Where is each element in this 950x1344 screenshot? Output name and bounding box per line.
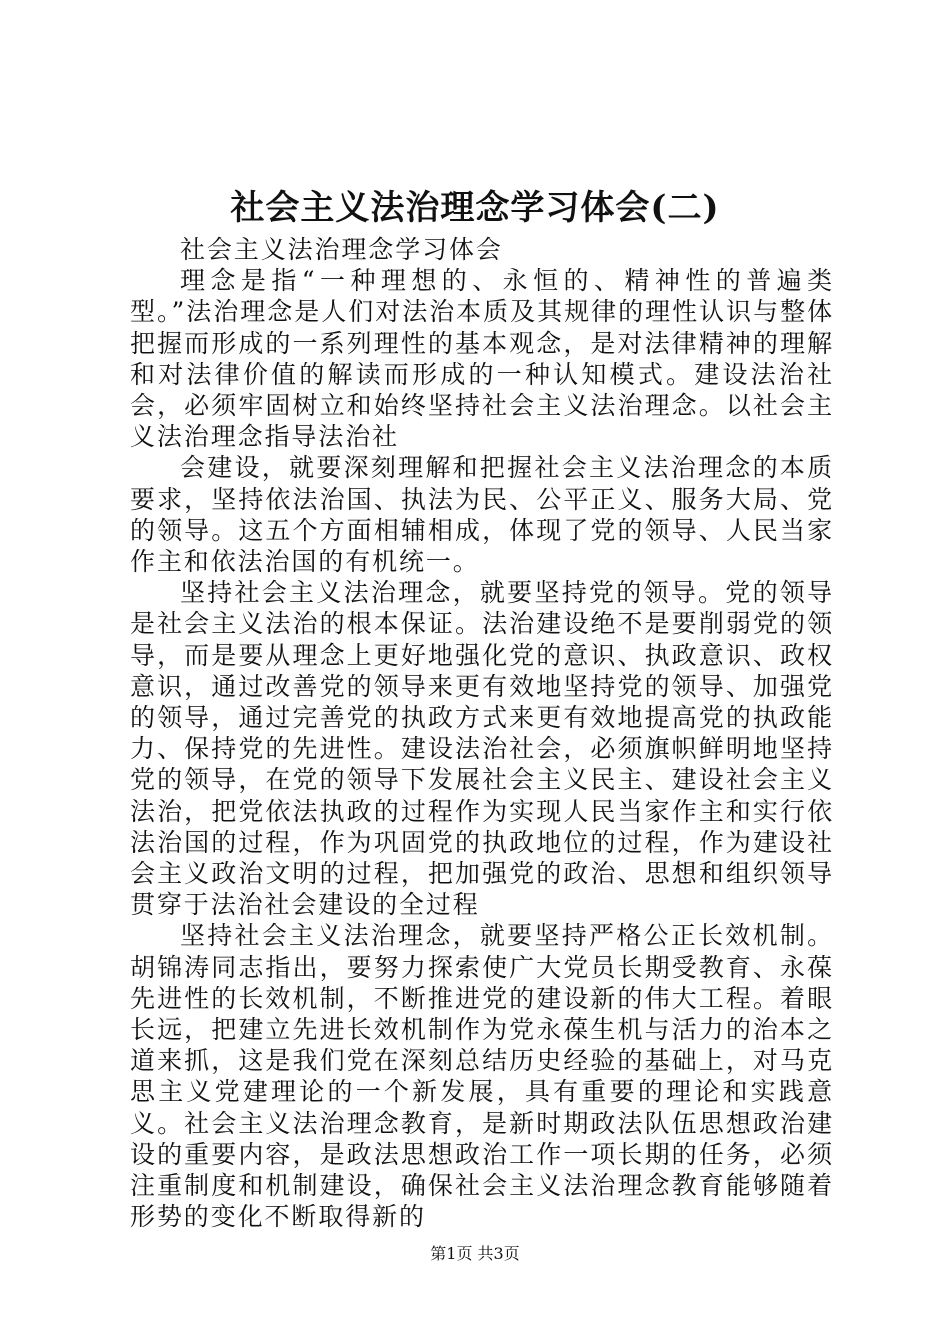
document-title: 社会主义法治理念学习体会(二) (230, 188, 720, 228)
paragraph-subtitle: 社会主义法治理念学习体会 (180, 235, 503, 264)
document-body (130, 234, 834, 1233)
paragraph: 理念是指“一种理想的、永恒的、精神性的普遍类型。”法治理念是人们对法治本质及其规律的理性认识与整体把握而形成的一系列理性的基本观念，是对法律精神的理解和对法律价值的解读而形成的一种认知模式。建设法治社会，必须牢固树立和始终坚持社会主义法治理念。以社会主义法治理念指导法治社 (130, 266, 834, 452)
paragraph: 坚持社会主义法治理念，就要坚持严格公正长效机制。胡锦涛同志指出，要努力探索使广大党员长期受教育、永葆先进性的长效机制，不断推进党的建设新的伟大工程。着眼长远，把建立先进长效机制作为党永葆生机与活力的治本之道来抓，这是我们党在深刻总结历史经验的基础上，对马克思主义党建理论的一个新发展，具有重要的理论和实践意义。社会主义法治理念教育，是新时期政法队伍思想政治建设的重要内容，是政法思想政治工作一项长期的任务，必须注重制度和机制建设，确保社会主义法治理念教育能够随着形势的变化不断取得新的 (130, 921, 834, 1232)
paragraph: 会建设，就要深刻理解和把握社会主义法治理念的本质要求，坚持依法治国、执法为民、公平正义、服务大局、党的领导。这五个方面相辅相成，体现了党的领导、人民当家作主和依法治国的有机统一。 (130, 453, 834, 577)
paragraph: 坚持社会主义法治理念，就要坚持党的领导。党的领导是社会主义法治的根本保证。法治建设绝不是要削弱党的领导，而是要从理念上更好地强化党的意识、执政意识、政权意识，通过改善党的领导来更有效地坚持党的领导、加强党的领导，通过完善党的执政方式来更有效地提高党的执政能力、保持党的先进性。建设法治社会，必须旗帜鲜明地坚持党的领导，在党的领导下发展社会主义民主、建设社会主义法治，把党依法执政的过程作为实现人民当家作主和实行依法治国的过程，作为巩固党的执政地位的过程，作为建设社会主义政治文明的过程，把加强党的政治、思想和组织领导贯穿于法治社会建设的全过程 (130, 578, 834, 920)
page-number-footer: 第1页 共3页 (430, 1244, 520, 1263)
